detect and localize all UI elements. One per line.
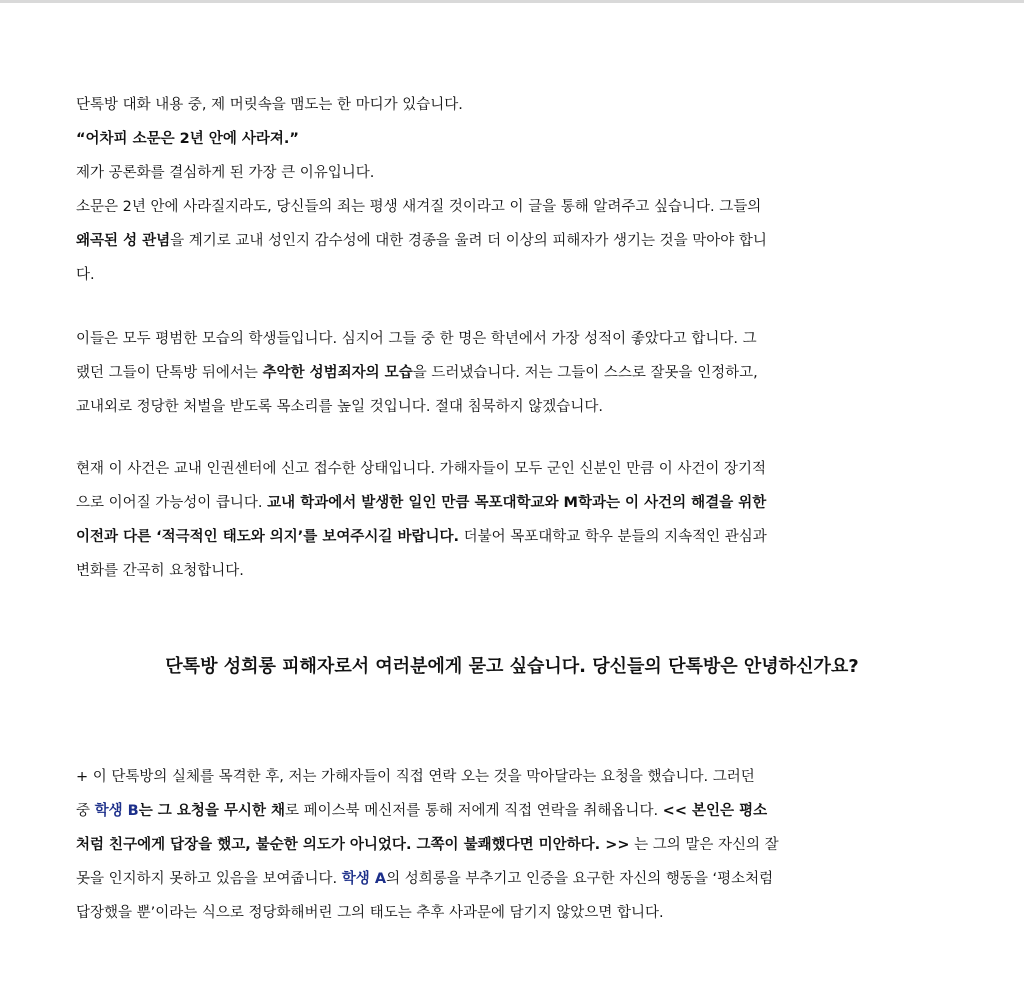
quote-text: << 본인은 평소: [662, 803, 768, 819]
top-border: [0, 0, 1024, 3]
document-body: [76, 88, 948, 930]
paragraph-line: 현재 이 사건은 교내 인권센터에 신고 접수한 상태입니다. 가해자들이 모두 군인 신분인 만큼 이 사건이 장기적: [76, 461, 767, 477]
emphasis-text: 는 그 요청을 무시한 채: [138, 803, 286, 819]
text-span: 을 계기로 교내 성인지 감수성에 대한 경종을 울려 더 이상의 피해자가 생기는 것을 막아야 합니: [170, 233, 767, 249]
paragraph-line: 교내외로 정당한 처벌을 받도록 목소리를 높일 것입니다. 절대 침묵하지 않겠습니다.: [76, 399, 603, 415]
paragraph-4: [76, 760, 948, 930]
paragraph-line: [76, 862, 948, 896]
paragraph-1: [76, 88, 948, 292]
text-span: 의 성희롱을 부추기고 인증을 요구한 자신의 행동을 ‘평소처럼: [386, 871, 774, 887]
quoted-remark: “어차피 소문은 2년 안에 사라져.”: [76, 131, 299, 147]
paragraph-line: [76, 828, 948, 862]
text-span: 는 그의 말은 자신의 잘: [629, 837, 779, 853]
paragraph-line: 다.: [76, 267, 95, 283]
paragraph-line: [76, 356, 948, 390]
paragraph-line: [76, 486, 948, 520]
student-a-label: 학생 A: [341, 871, 387, 887]
paragraph-line: [76, 794, 948, 828]
paragraph-line: + 이 단톡방의 실체를 목격한 후, 저는 가해자들이 직접 연락 오는 것을 막아달라는 요청을 했습니다. 그러던: [76, 769, 755, 785]
paragraph-line: 이들은 모두 평범한 모습의 학생들입니다. 심지어 그들 중 한 명은 학년에서 가장 성적이 좋았다고 합니다. 그: [76, 331, 757, 347]
paragraph-line: 소문은 2년 안에 사라질지라도, 당신들의 죄는 평생 새겨질 것이라고 이 글을 통해 알려주고 싶습니다. 그들의: [76, 199, 762, 215]
paragraph-line: [76, 224, 948, 258]
paragraph-line: 제가 공론화를 결심하게 된 가장 큰 이유입니다.: [76, 165, 375, 181]
paragraph-line: 단톡방 대화 내용 중, 제 머릿속을 맴도는 한 마디가 있습니다.: [76, 97, 463, 113]
text-span: 로 페이스북 메신저를 통해 저에게 직접 연락을 취해옵니다.: [285, 803, 663, 819]
emphasis-text: 교내 학과에서 발생한 일인 만큼 목포대학교와 M학과는 이 사건의 해결을 위한: [267, 495, 767, 511]
text-span: 중: [76, 803, 95, 819]
text-span: 더불어 목포대학교 학우 분들의 지속적인 관심과: [458, 529, 767, 545]
quote-text: 처럼 친구에게 답장을 했고, 불순한 의도가 아니었다. 그쪽이 불쾌했다면 미안하다. >>: [76, 837, 630, 853]
student-b-label: 학생 B: [94, 803, 139, 819]
paragraph-line: 변화를 간곡히 요청합니다.: [76, 563, 244, 579]
paragraph-line: [76, 520, 948, 554]
text-span: 으로 이어질 가능성이 큽니다.: [76, 495, 268, 511]
text-span: 랬던 그들이 단톡방 뒤에서는: [76, 365, 263, 381]
paragraph-3: [76, 452, 948, 588]
emphasis-text: 왜곡된 성 관념: [76, 233, 171, 249]
emphasis-text: 이전과 다른 ‘적극적인 태도와 의지’를 보여주시길 바랍니다.: [76, 529, 459, 545]
paragraph-line: 답장했을 뿐’이라는 식으로 정당화해버린 그의 태도는 추후 사과문에 담기지 않았으면 합니다.: [76, 905, 664, 921]
section-heading: 단톡방 성희롱 피해자로서 여러분에게 묻고 싶습니다. 당신들의 단톡방은 안녕하신가요?: [165, 656, 859, 677]
paragraph-2: [76, 322, 948, 424]
text-span: 을 드러냈습니다. 저는 그들이 스스로 잘못을 인정하고,: [412, 365, 758, 381]
emphasis-text: 추악한 성범죄자의 모습: [262, 365, 413, 381]
text-span: 못을 인지하지 못하고 있음을 보여줍니다.: [76, 871, 342, 887]
